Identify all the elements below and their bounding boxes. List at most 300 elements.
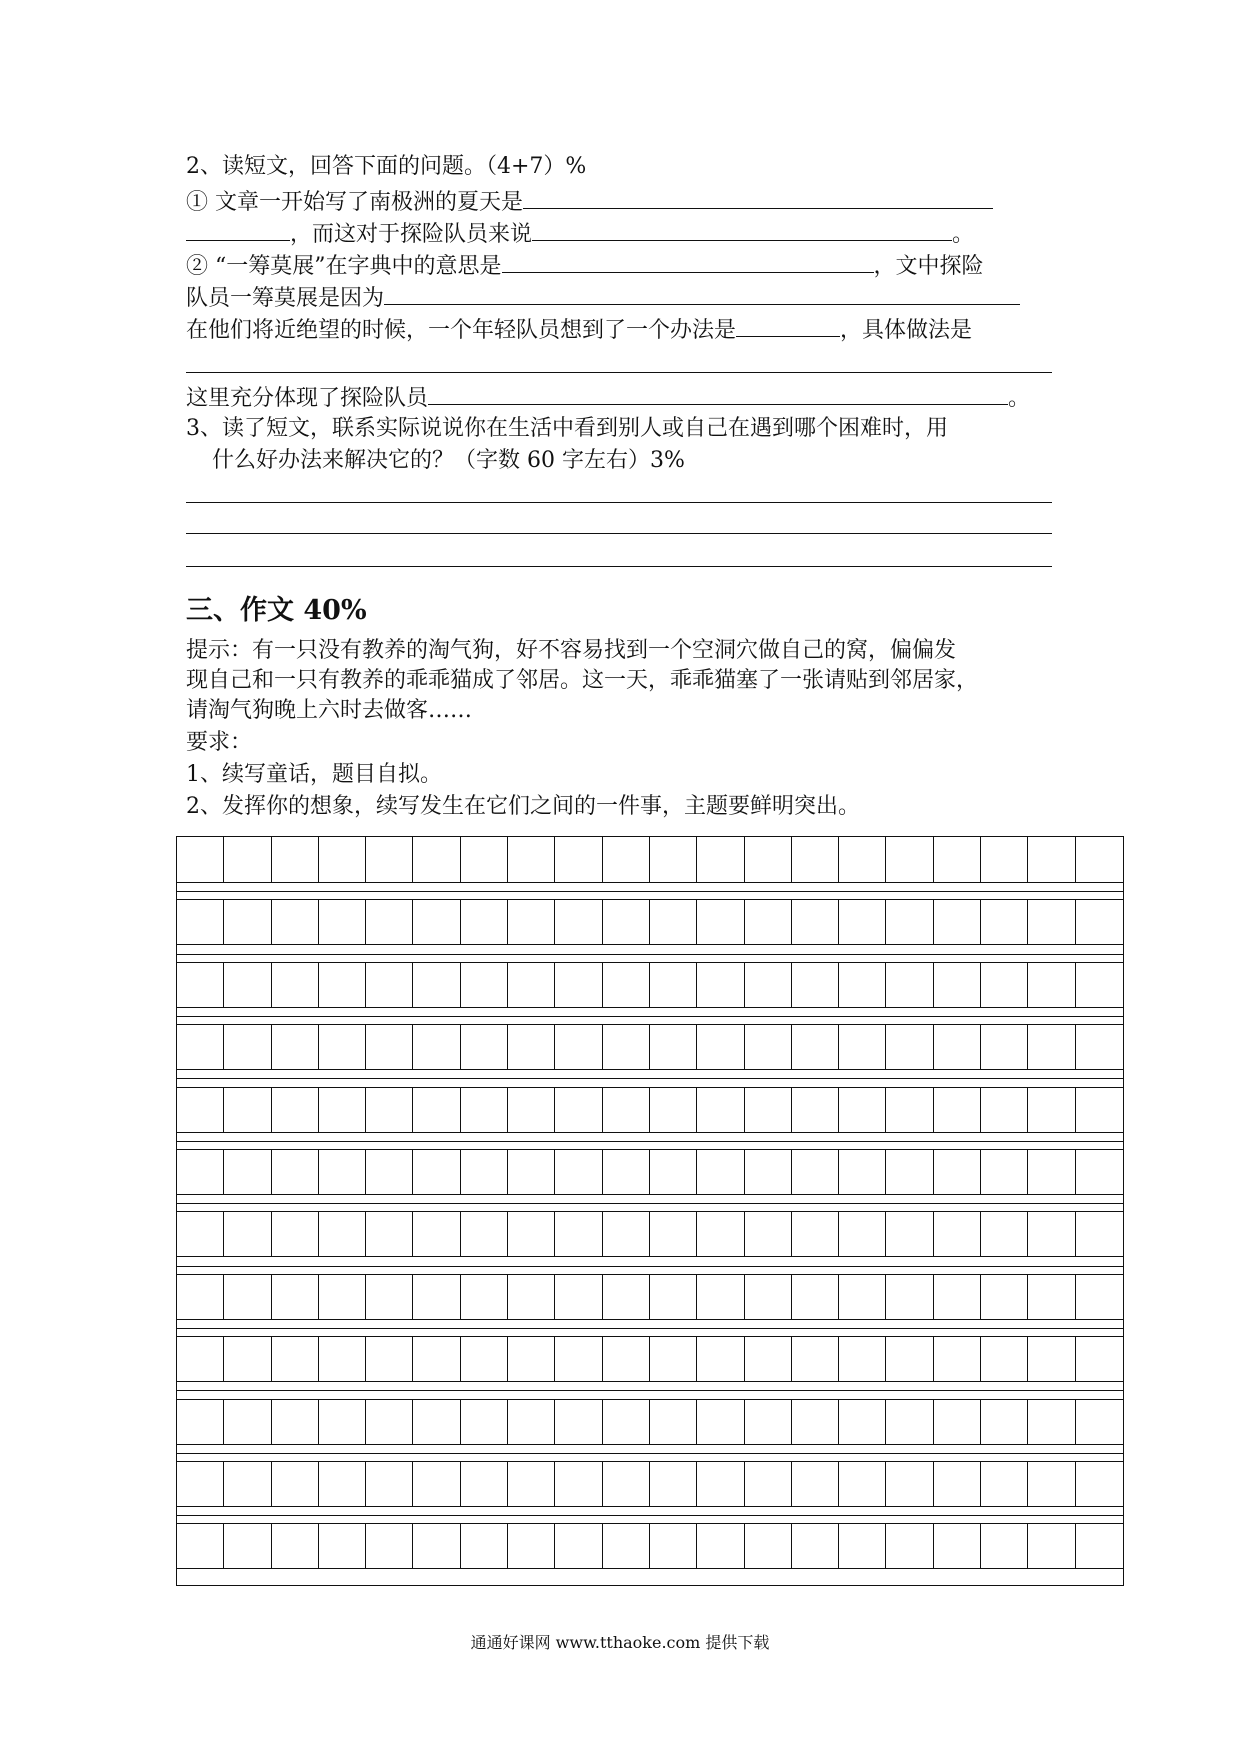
grid-cell[interactable] [745, 1024, 792, 1070]
footer-text: 通通好课网 www.tthaoke.com 提供下载 [470, 1633, 770, 1652]
grid-cell[interactable] [981, 1211, 1028, 1257]
grid-cell[interactable] [177, 1211, 224, 1257]
footer [0, 1630, 1240, 1653]
grid-cell[interactable] [697, 1399, 744, 1445]
grid-cell[interactable] [366, 962, 413, 1008]
grid-cell[interactable] [272, 1087, 319, 1133]
grid-cell[interactable] [1076, 1274, 1123, 1320]
grid-row [177, 1523, 1123, 1569]
grid-cell[interactable] [745, 1523, 792, 1569]
grid-row [177, 1461, 1123, 1507]
grid-cell[interactable] [224, 837, 271, 883]
grid-cell[interactable] [650, 899, 697, 945]
grid-cell[interactable] [1076, 962, 1123, 1008]
grid-cell[interactable] [555, 962, 602, 1008]
grid-cell[interactable] [839, 1461, 886, 1507]
answer-line[interactable] [186, 502, 1052, 503]
grid-cell[interactable] [272, 1024, 319, 1070]
grid-cell[interactable] [413, 1211, 460, 1257]
grid-cell[interactable] [886, 1336, 933, 1382]
grid-cell[interactable] [319, 1024, 366, 1070]
grid-cell[interactable] [697, 962, 744, 1008]
grid-cell[interactable] [555, 899, 602, 945]
grid-cell[interactable] [839, 899, 886, 945]
row-separator-line [177, 891, 1123, 892]
grid-cell[interactable] [603, 1399, 650, 1445]
grid-cell[interactable] [413, 962, 460, 1008]
grid-cell[interactable] [319, 962, 366, 1008]
grid-cell[interactable] [745, 1336, 792, 1382]
grid-cell[interactable] [413, 837, 460, 883]
grid-cell[interactable] [792, 1087, 839, 1133]
grid-cell[interactable] [319, 1211, 366, 1257]
grid-cell[interactable] [366, 1274, 413, 1320]
grid-cell[interactable] [224, 899, 271, 945]
grid-cell[interactable] [792, 1274, 839, 1320]
grid-cell[interactable] [461, 962, 508, 1008]
grid-cell[interactable] [603, 962, 650, 1008]
grid-cell[interactable] [934, 1399, 981, 1445]
grid-cell[interactable] [461, 837, 508, 883]
grid-cell[interactable] [934, 837, 981, 883]
grid-cell[interactable] [177, 837, 224, 883]
grid-cell[interactable] [792, 1149, 839, 1195]
grid-cell[interactable] [508, 1523, 555, 1569]
grid-cell[interactable] [886, 1461, 933, 1507]
grid-cell[interactable] [697, 1461, 744, 1507]
grid-cell[interactable] [224, 1461, 271, 1507]
grid-cell[interactable] [603, 1087, 650, 1133]
grid-cell[interactable] [1076, 1149, 1123, 1195]
answer-blank[interactable] [502, 250, 874, 273]
grid-cell[interactable] [1076, 1211, 1123, 1257]
grid-cell[interactable] [934, 899, 981, 945]
row-separator-line [177, 1141, 1123, 1142]
grid-cell[interactable] [224, 1211, 271, 1257]
grid-cell[interactable] [981, 1024, 1028, 1070]
grid-cell[interactable] [1076, 1461, 1123, 1507]
grid-cell[interactable] [224, 1399, 271, 1445]
prompt-text-3: 请淘气狗晚上六时去做客…… [186, 698, 473, 723]
grid-cell[interactable] [839, 837, 886, 883]
grid-cell[interactable] [792, 899, 839, 945]
grid-cell[interactable] [319, 1523, 366, 1569]
grid-cell[interactable] [177, 1087, 224, 1133]
grid-cell[interactable] [839, 1336, 886, 1382]
grid-cell[interactable] [413, 1274, 460, 1320]
grid-cell[interactable] [839, 1024, 886, 1070]
q2-1-line [186, 186, 993, 218]
answer-blank[interactable] [186, 218, 290, 241]
grid-cell[interactable] [272, 1336, 319, 1382]
grid-cell[interactable] [508, 899, 555, 945]
grid-cell[interactable] [272, 1523, 319, 1569]
grid-cell[interactable] [555, 1024, 602, 1070]
grid-cell[interactable] [555, 1149, 602, 1195]
grid-cell[interactable] [839, 1211, 886, 1257]
grid-cell[interactable] [508, 1274, 555, 1320]
grid-cell[interactable] [745, 1087, 792, 1133]
answer-line[interactable] [186, 533, 1052, 534]
grid-cell[interactable] [1028, 1211, 1075, 1257]
prompt-text-2: 现自己和一只有教养的乖乖猫成了邻居。这一天，乖乖猫塞了一张请贴到邻居家， [186, 668, 979, 693]
grid-cell[interactable] [650, 1274, 697, 1320]
grid-cell[interactable] [981, 1336, 1028, 1382]
grid-cell[interactable] [177, 1461, 224, 1507]
grid-cell[interactable] [886, 1211, 933, 1257]
answer-line[interactable] [186, 566, 1052, 567]
grid-cell[interactable] [319, 1274, 366, 1320]
grid-cell[interactable] [886, 1149, 933, 1195]
grid-cell[interactable] [461, 1274, 508, 1320]
grid-cell[interactable] [745, 1149, 792, 1195]
row-separator-line [177, 1328, 1123, 1329]
prompt-line-3 [186, 696, 472, 726]
grid-cell[interactable] [650, 1523, 697, 1569]
grid-cell[interactable] [981, 1523, 1028, 1569]
row-separator-line [177, 1515, 1123, 1516]
q2-1-line-2 [186, 218, 974, 250]
grid-cell[interactable] [603, 1461, 650, 1507]
grid-cell[interactable] [177, 1149, 224, 1195]
grid-cell[interactable] [650, 837, 697, 883]
grid-cell[interactable] [366, 1087, 413, 1133]
answer-line[interactable] [186, 372, 1052, 373]
grid-cell[interactable] [650, 1399, 697, 1445]
grid-cell[interactable] [366, 1399, 413, 1445]
grid-cell[interactable] [1028, 837, 1075, 883]
grid-cell[interactable] [1076, 899, 1123, 945]
grid-cell[interactable] [555, 1087, 602, 1133]
grid-row [177, 1211, 1123, 1257]
row-separator-line [177, 1078, 1123, 1079]
q2-2-line-2 [186, 282, 1020, 314]
grid-cell[interactable] [981, 962, 1028, 1008]
grid-row [177, 1024, 1123, 1070]
grid-cell[interactable] [319, 899, 366, 945]
grid-row [177, 1274, 1123, 1320]
grid-cell[interactable] [461, 1087, 508, 1133]
grid-cell[interactable] [461, 899, 508, 945]
grid-cell[interactable] [839, 1149, 886, 1195]
row-separator-line [177, 1203, 1123, 1204]
grid-cell[interactable] [413, 1399, 460, 1445]
grid-cell[interactable] [934, 1024, 981, 1070]
q2-1-text-b: ，而这对于探险队员来说 [290, 222, 533, 247]
grid-cell[interactable] [1028, 1336, 1075, 1382]
grid-cell[interactable] [1028, 1087, 1075, 1133]
grid-cell[interactable] [1028, 1024, 1075, 1070]
grid-cell[interactable] [555, 1461, 602, 1507]
grid-cell[interactable] [839, 1399, 886, 1445]
grid-row [177, 1087, 1123, 1133]
grid-cell[interactable] [886, 837, 933, 883]
grid-cell[interactable] [886, 1399, 933, 1445]
grid-cell[interactable] [697, 1211, 744, 1257]
writing-grid[interactable] [176, 836, 1124, 1586]
grid-cell[interactable] [1028, 1523, 1075, 1569]
grid-cell[interactable] [1076, 1087, 1123, 1133]
grid-cell[interactable] [224, 1274, 271, 1320]
answer-blank[interactable] [384, 282, 1020, 305]
grid-cell[interactable] [177, 899, 224, 945]
grid-cell[interactable] [272, 837, 319, 883]
grid-cell[interactable] [886, 899, 933, 945]
grid-cell[interactable] [650, 962, 697, 1008]
answer-blank[interactable] [532, 218, 952, 241]
q2-4-text: 这里充分体现了探险队员 [186, 386, 429, 411]
grid-cell[interactable] [177, 1336, 224, 1382]
q2-3-text: 在他们将近绝望的时候，一个年轻队员想到了一个办法是 [186, 318, 737, 343]
requirement-1-text: 1、续写童话，题目自拟。 [186, 762, 442, 787]
grid-cell[interactable] [745, 1399, 792, 1445]
grid-row [177, 962, 1123, 1008]
grid-cell[interactable] [697, 1024, 744, 1070]
grid-cell[interactable] [697, 1149, 744, 1195]
grid-cell[interactable] [934, 1274, 981, 1320]
grid-cell[interactable] [792, 1336, 839, 1382]
grid-cell[interactable] [886, 1274, 933, 1320]
grid-cell[interactable] [1028, 1399, 1075, 1445]
q2-4-line [186, 382, 1030, 414]
grid-cell[interactable] [1028, 962, 1075, 1008]
grid-cell[interactable] [981, 1461, 1028, 1507]
grid-cell[interactable] [555, 1523, 602, 1569]
grid-cell[interactable] [1028, 1274, 1075, 1320]
grid-cell[interactable] [555, 837, 602, 883]
grid-cell[interactable] [461, 1399, 508, 1445]
row-separator-line [177, 1266, 1123, 1267]
grid-cell[interactable] [319, 1087, 366, 1133]
grid-cell[interactable] [177, 1523, 224, 1569]
grid-cell[interactable] [650, 1087, 697, 1133]
grid-cell[interactable] [886, 1087, 933, 1133]
grid-cell[interactable] [792, 1523, 839, 1569]
grid-cell[interactable] [413, 1523, 460, 1569]
grid-cell[interactable] [981, 1399, 1028, 1445]
grid-cell[interactable] [177, 1024, 224, 1070]
q2-1-end: 。 [952, 222, 975, 247]
grid-cell[interactable] [319, 1399, 366, 1445]
prompt-text-1: 提示：有一只没有教养的淘气狗，好不容易找到一个空洞穴做自己的窝，偏偏发 [186, 638, 957, 663]
grid-cell[interactable] [366, 1211, 413, 1257]
q3-text-1: 3、读了短文，联系实际说说你在生活中看到别人或自己在遇到哪个困难时，用 [186, 416, 948, 441]
grid-cell[interactable] [461, 1211, 508, 1257]
prompt-line-2 [186, 666, 978, 696]
grid-cell[interactable] [272, 1211, 319, 1257]
grid-cell[interactable] [981, 837, 1028, 883]
grid-cell[interactable] [792, 1024, 839, 1070]
grid-cell[interactable] [366, 837, 413, 883]
grid-cell[interactable] [839, 1523, 886, 1569]
grid-cell[interactable] [1028, 1461, 1075, 1507]
prompt-line-1 [186, 636, 956, 666]
grid-cell[interactable] [272, 1399, 319, 1445]
grid-row [177, 899, 1123, 945]
grid-cell[interactable] [461, 1336, 508, 1382]
grid-cell[interactable] [508, 1211, 555, 1257]
grid-cell[interactable] [508, 1024, 555, 1070]
grid-cell[interactable] [413, 1461, 460, 1507]
grid-cell[interactable] [745, 962, 792, 1008]
grid-cell[interactable] [603, 1211, 650, 1257]
grid-cell[interactable] [1076, 1399, 1123, 1445]
q2-2-text-b: ，文中探险 [873, 254, 984, 279]
grid-cell[interactable] [272, 899, 319, 945]
grid-cell[interactable] [792, 1211, 839, 1257]
grid-cell[interactable] [555, 1211, 602, 1257]
grid-cell[interactable] [934, 1336, 981, 1382]
grid-cell[interactable] [224, 1024, 271, 1070]
grid-cell[interactable] [508, 1336, 555, 1382]
grid-cell[interactable] [461, 1523, 508, 1569]
grid-cell[interactable] [745, 899, 792, 945]
row-separator-line [177, 1453, 1123, 1454]
row-separator-line [177, 954, 1123, 955]
grid-cell[interactable] [981, 899, 1028, 945]
grid-cell[interactable] [792, 962, 839, 1008]
grid-cell[interactable] [1028, 899, 1075, 945]
grid-cell[interactable] [934, 1149, 981, 1195]
q3-text-2: 什么好办法来解决它的？（字数 60 字左右）3% [212, 448, 685, 473]
grid-cell[interactable] [1076, 1523, 1123, 1569]
grid-cell[interactable] [934, 962, 981, 1008]
grid-cell[interactable] [224, 1087, 271, 1133]
grid-cell[interactable] [555, 1336, 602, 1382]
grid-cell[interactable] [272, 1274, 319, 1320]
grid-cell[interactable] [697, 1087, 744, 1133]
grid-cell[interactable] [839, 962, 886, 1008]
grid-cell[interactable] [508, 837, 555, 883]
grid-cell[interactable] [508, 1399, 555, 1445]
requirement-2 [186, 792, 860, 822]
grid-cell[interactable] [272, 962, 319, 1008]
grid-cell[interactable] [745, 1274, 792, 1320]
grid-cell[interactable] [697, 1336, 744, 1382]
grid-cell[interactable] [745, 1211, 792, 1257]
grid-cell[interactable] [792, 837, 839, 883]
section-heading-text: 三、作文 40% [186, 595, 367, 626]
answer-blank[interactable] [428, 382, 1008, 405]
grid-cell[interactable] [413, 899, 460, 945]
grid-row [177, 837, 1123, 883]
grid-cell[interactable] [697, 1523, 744, 1569]
grid-cell[interactable] [886, 1024, 933, 1070]
grid-cell[interactable] [272, 1149, 319, 1195]
grid-cell[interactable] [366, 899, 413, 945]
grid-cell[interactable] [319, 1149, 366, 1195]
grid-cell[interactable] [508, 1461, 555, 1507]
grid-cell[interactable] [981, 1087, 1028, 1133]
grid-cell[interactable] [934, 1211, 981, 1257]
grid-cell[interactable] [177, 962, 224, 1008]
grid-row [177, 1149, 1123, 1195]
grid-cell[interactable] [272, 1461, 319, 1507]
grid-cell[interactable] [555, 1274, 602, 1320]
grid-cell[interactable] [1076, 1024, 1123, 1070]
grid-cell[interactable] [366, 1024, 413, 1070]
grid-cell[interactable] [650, 1024, 697, 1070]
grid-cell[interactable] [413, 1024, 460, 1070]
answer-blank[interactable] [736, 314, 840, 337]
grid-cell[interactable] [224, 1336, 271, 1382]
grid-cell[interactable] [697, 899, 744, 945]
grid-cell[interactable] [177, 1274, 224, 1320]
grid-cell[interactable] [603, 1024, 650, 1070]
grid-cell[interactable] [413, 1087, 460, 1133]
grid-cell[interactable] [697, 1274, 744, 1320]
requirement-1 [186, 760, 442, 790]
grid-cell[interactable] [650, 1461, 697, 1507]
grid-cell[interactable] [413, 1149, 460, 1195]
row-separator-line [177, 1016, 1123, 1017]
grid-cell[interactable] [934, 1461, 981, 1507]
grid-cell[interactable] [650, 1149, 697, 1195]
grid-cell[interactable] [461, 1461, 508, 1507]
grid-cell[interactable] [886, 962, 933, 1008]
grid-cell[interactable] [745, 837, 792, 883]
grid-cell[interactable] [508, 962, 555, 1008]
grid-cell[interactable] [224, 962, 271, 1008]
grid-cell[interactable] [508, 1087, 555, 1133]
grid-cell[interactable] [650, 1336, 697, 1382]
grid-cell[interactable] [366, 1523, 413, 1569]
grid-cell[interactable] [934, 1087, 981, 1133]
grid-cell[interactable] [366, 1461, 413, 1507]
grid-cell[interactable] [461, 1149, 508, 1195]
grid-cell[interactable] [366, 1149, 413, 1195]
grid-cell[interactable] [839, 1274, 886, 1320]
grid-cell[interactable] [697, 837, 744, 883]
grid-cell[interactable] [1076, 837, 1123, 883]
requirements-title [186, 728, 252, 758]
grid-cell[interactable] [792, 1399, 839, 1445]
grid-cell[interactable] [603, 837, 650, 883]
grid-cell[interactable] [603, 1274, 650, 1320]
grid-cell[interactable] [603, 1336, 650, 1382]
grid-cell[interactable] [792, 1461, 839, 1507]
grid-cell[interactable] [177, 1399, 224, 1445]
grid-cell[interactable] [1076, 1336, 1123, 1382]
answer-blank[interactable] [523, 186, 993, 209]
grid-cell[interactable] [224, 1523, 271, 1569]
grid-cell[interactable] [981, 1149, 1028, 1195]
q2-2-text: ② “一筹莫展”在字典中的意思是 [186, 254, 502, 279]
grid-cell[interactable] [508, 1149, 555, 1195]
grid-cell[interactable] [934, 1523, 981, 1569]
grid-cell[interactable] [319, 1336, 366, 1382]
q2-2-text-c: 队员一筹莫展是因为 [186, 286, 385, 311]
grid-cell[interactable] [981, 1274, 1028, 1320]
grid-cell[interactable] [555, 1399, 602, 1445]
grid-cell[interactable] [603, 899, 650, 945]
row-separator-line [177, 1390, 1123, 1391]
q2-2-line [186, 250, 984, 282]
grid-cell[interactable] [366, 1336, 413, 1382]
grid-cell[interactable] [886, 1523, 933, 1569]
grid-cell[interactable] [603, 1523, 650, 1569]
grid-cell[interactable] [650, 1211, 697, 1257]
grid-cell[interactable] [319, 1461, 366, 1507]
grid-cell[interactable] [1028, 1149, 1075, 1195]
grid-cell[interactable] [461, 1024, 508, 1070]
grid-cell[interactable] [319, 837, 366, 883]
grid-cell[interactable] [745, 1461, 792, 1507]
grid-cell[interactable] [224, 1149, 271, 1195]
grid-cell[interactable] [839, 1087, 886, 1133]
grid-cell[interactable] [413, 1336, 460, 1382]
grid-cell[interactable] [603, 1149, 650, 1195]
